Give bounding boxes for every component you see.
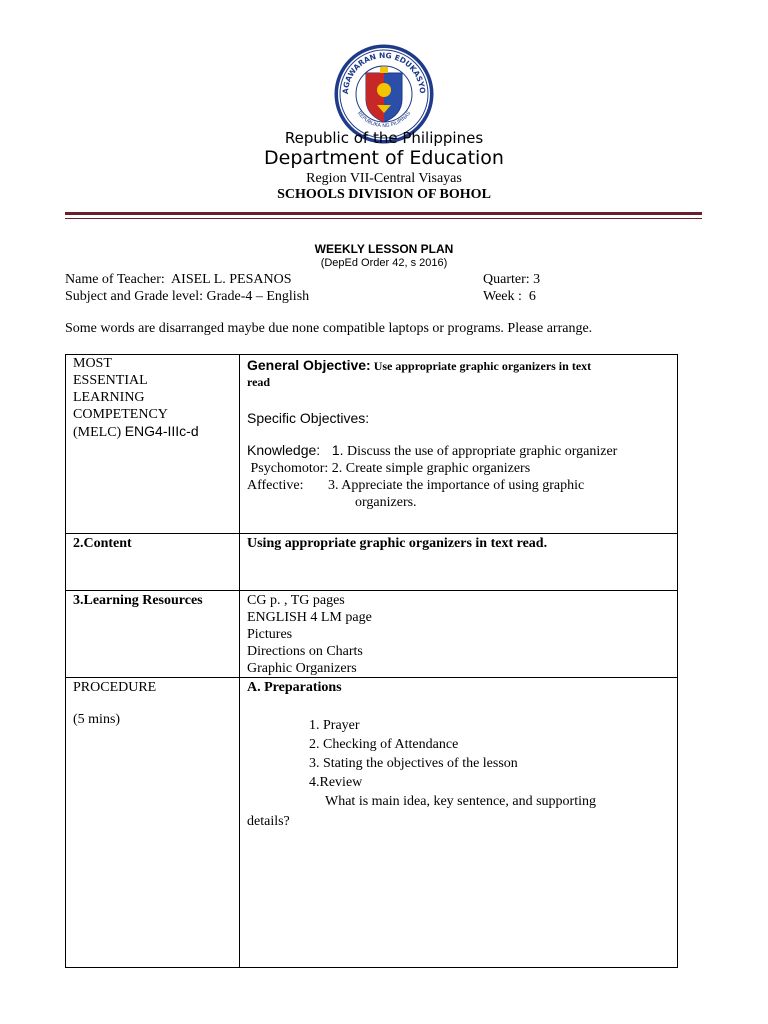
content-row — [66, 534, 678, 591]
header-divider-thick — [65, 212, 702, 215]
review-question-cont: details? — [247, 814, 290, 829]
procedure-row — [66, 678, 678, 968]
melc-label-line: COMPETENCY — [73, 407, 168, 422]
republic-line: Republic of the Philippines — [284, 129, 484, 147]
melc-label-line: LEARNING — [73, 390, 145, 405]
division-line: SCHOOLS DIVISION OF BOHOL — [277, 187, 491, 202]
resource-item: Graphic Organizers — [247, 661, 357, 676]
specific-objectives-label: Specific Objectives: — [247, 410, 370, 426]
resource-item: CG p. , TG pages — [247, 593, 345, 608]
department-title: Department of Education — [264, 147, 504, 169]
procedure-step: 3. Stating the objectives of the lesson — [309, 756, 518, 771]
affective-objective: Affective: 3. Appreciate the importance of using graphic — [247, 478, 585, 493]
resources-cell — [240, 591, 678, 678]
knowledge-label: Knowledge: — [247, 442, 332, 458]
procedure-step: 1. Prayer — [309, 718, 360, 733]
seal-top-text: AGAWARAN NG EDUKASYO — [340, 50, 428, 95]
plan-order: (DepEd Order 42, s 2016) — [320, 257, 448, 269]
procedure-time: (5 mins) — [73, 712, 121, 727]
melc-label-line: ESSENTIAL — [73, 373, 148, 388]
teacher-name: Name of Teacher: AISEL L. PESANOS — [65, 272, 292, 287]
objectives-cell — [240, 355, 678, 534]
psychomotor-objective: Psychomotor: 2. Create simple graphic organizers — [247, 461, 531, 476]
lesson-plan-table — [65, 354, 678, 968]
resources-row — [66, 591, 678, 678]
general-objective-text-2: read — [247, 375, 271, 389]
knowledge-objective: Discuss the use of appropriate graphic organizer — [343, 444, 618, 459]
content-value: Using appropriate graphic organizers in text read. — [240, 534, 678, 591]
header-divider-thin — [65, 218, 702, 219]
procedure-label-cell — [66, 678, 240, 968]
preparations-heading: A. Preparations — [247, 680, 342, 695]
week: Week : 6 — [483, 289, 536, 304]
region-line: Region VII-Central Visayas — [306, 171, 462, 186]
quarter: Quarter: 3 — [483, 272, 541, 287]
seal-bottom-text: REPUBLIKA NG PILIPINAS — [355, 110, 413, 130]
general-objective-text: Use appropriate graphic organizers in text — [370, 359, 592, 373]
note: Some words are disarranged maybe due none compatible laptops or programs. Please arrange. — [65, 321, 593, 336]
procedure-label: PROCEDURE — [73, 680, 157, 695]
procedure-step: 4.Review — [309, 775, 363, 790]
plan-title: WEEKLY LESSON PLAN — [314, 242, 454, 256]
knowledge-number: 1. — [331, 442, 344, 458]
melc-code: ENG4-IIIc-d — [124, 423, 199, 439]
resource-item: Pictures — [247, 627, 293, 642]
resource-item: Directions on Charts — [247, 644, 363, 659]
content-label: 2.Content — [66, 534, 240, 591]
review-question: What is main idea, key sentence, and supporting — [325, 794, 596, 809]
procedure-step: 2. Checking of Attendance — [309, 737, 459, 752]
melc-row — [66, 355, 678, 534]
melc-label-line: MOST — [73, 356, 112, 371]
resources-label: 3.Learning Resources — [66, 591, 240, 678]
melc-label-cell — [66, 355, 240, 534]
subject-grade: Subject and Grade level: Grade-4 – English — [65, 289, 310, 304]
procedure-cell — [240, 678, 678, 968]
general-objective-label: General Objective: — [247, 357, 371, 373]
melc-label-prefix: (MELC) — [73, 425, 125, 440]
resource-item: ENGLISH 4 LM page — [247, 610, 372, 625]
affective-objective-cont: organizers. — [355, 495, 417, 510]
